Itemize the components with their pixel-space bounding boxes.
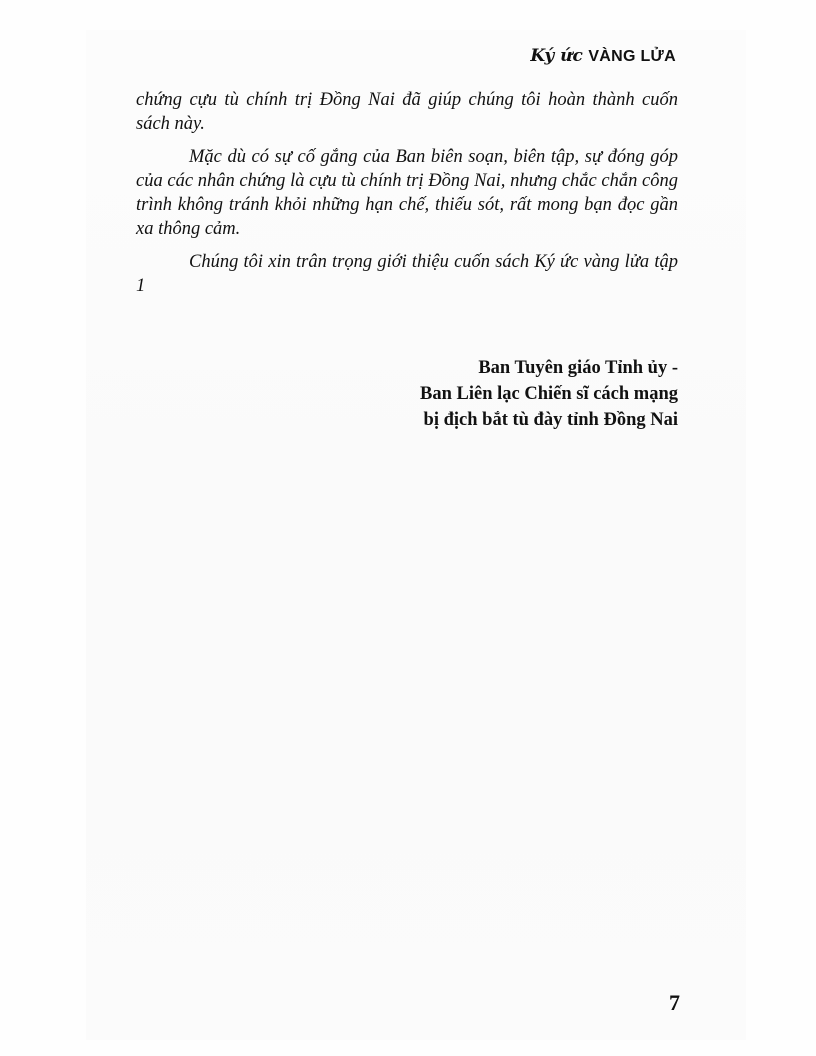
- body-text: [136, 88, 678, 307]
- signature-block: [420, 355, 678, 433]
- paragraph-apology: Mặc dù có sự cố gắng của Ban biên soạn, biên tập, sự đóng góp của các nhân chứng là cựu tù chính trị Đồng Nai, nhưng chắc chắn công trình không tránh khỏi những hạn chế, thiếu sót, rất mong bạn đọc gần xa thông cảm.: [136, 147, 678, 239]
- paragraph-continuation: chứng cựu tù chính trị Đồng Nai đã giúp chúng tôi hoàn thành cuốn sách này.: [136, 90, 678, 134]
- paragraph-introduction: Chúng tôi xin trân trọng giới thiệu cuốn sách Ký ức vàng lửa tập 1: [136, 252, 678, 296]
- page-number: 7: [669, 990, 680, 1015]
- running-header: [530, 46, 676, 66]
- header-title-italic: Ký ức: [530, 46, 583, 66]
- signature-line: bị địch bắt tù đày tỉnh Đồng Nai: [423, 410, 678, 430]
- signature-line: Ban Tuyên giáo Tỉnh ủy -: [478, 358, 678, 378]
- header-title-bold: VÀNG LỬA: [588, 48, 676, 65]
- signature-line: Ban Liên lạc Chiến sĩ cách mạng: [420, 384, 678, 404]
